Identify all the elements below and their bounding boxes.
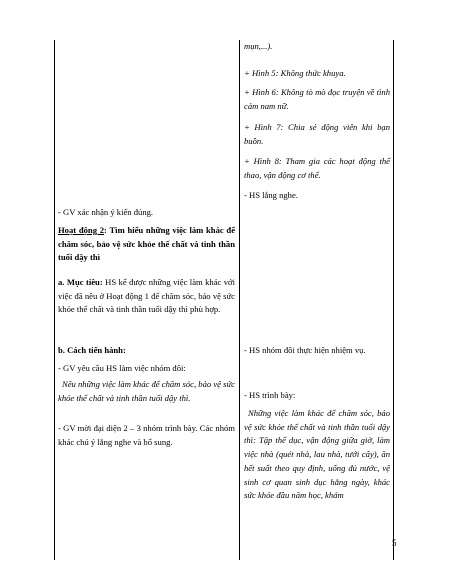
objective-paragraph	[58, 276, 235, 317]
gv-invite-text: - GV mời đại diện 2 – 3 nhóm trình bày. Các nhóm khác chú ý lắng nghe và bổ sung.	[58, 423, 235, 447]
hinh6-text: + Hình 6: Không tò mò đọc truyện về tình cảm nam nữ.	[244, 87, 390, 111]
activity-heading	[58, 224, 235, 265]
gv-confirm-text: - GV xác nhận ý kiến đúng.	[58, 207, 154, 217]
page-number: 5	[392, 538, 397, 548]
hinh8-text: + Hình 8: Tham gia các hoạt động thể thao, vận động cơ thể.	[244, 156, 390, 180]
activity-label: Hoạt động 2	[58, 225, 105, 235]
hs-present-text: - HS trình bày:	[244, 390, 296, 400]
activity-title: : Tìm hiểu những việc làm khác để chăm sóc, bảo vệ sức khỏe thể chất và tinh thần tuổi dậy thì	[58, 225, 236, 263]
hinh7-text: + Hình 7: Chia sẻ động viên khi bạn buồn.	[244, 122, 390, 146]
question-text: Nêu những việc làm khác để chăm sóc, bảo vệ sức khỏe thể chất và tinh thần tuổi dậy thì.	[58, 379, 235, 403]
objective-label: a. Mục tiêu:	[58, 277, 103, 287]
hs-answer-text: Những việc làm khác để chăm sóc, bảo vệ sức khỏe thể chất và tinh thần tuổi dậy thì: Tập thể dục, vận động giữa giờ, làm việc nhà (quét nhà, lau nhà, tưới cây), ăn hết suất theo quy định, uống đủ nước, vệ sinh cơ quan sinh dục hằng ngày, khác sức khỏe đầu năm học, khám	[244, 408, 390, 501]
procedure-label: b. Cách tiến hành:	[58, 345, 126, 355]
objective-text: HS kể được những việc làm khác với việc đã nêu ở Hoạt động 1 để chăm sóc, bảo vệ sức khỏe thể chất và tinh thần tuổi dậy thì phù hợp.	[58, 277, 235, 315]
column-divider	[239, 40, 240, 560]
lesson-table	[54, 40, 394, 560]
continued-text: mụn,...).	[244, 41, 273, 51]
gv-request-text: - GV yêu cầu HS làm việc nhóm đôi:	[58, 363, 186, 373]
hs-pairs-text: - HS nhóm đôi thực hiện nhiệm vụ.	[244, 345, 366, 355]
hs-listen-text: - HS lắng nghe.	[244, 190, 298, 200]
hinh5-text: + Hình 5: Không thức khuya.	[244, 68, 346, 78]
